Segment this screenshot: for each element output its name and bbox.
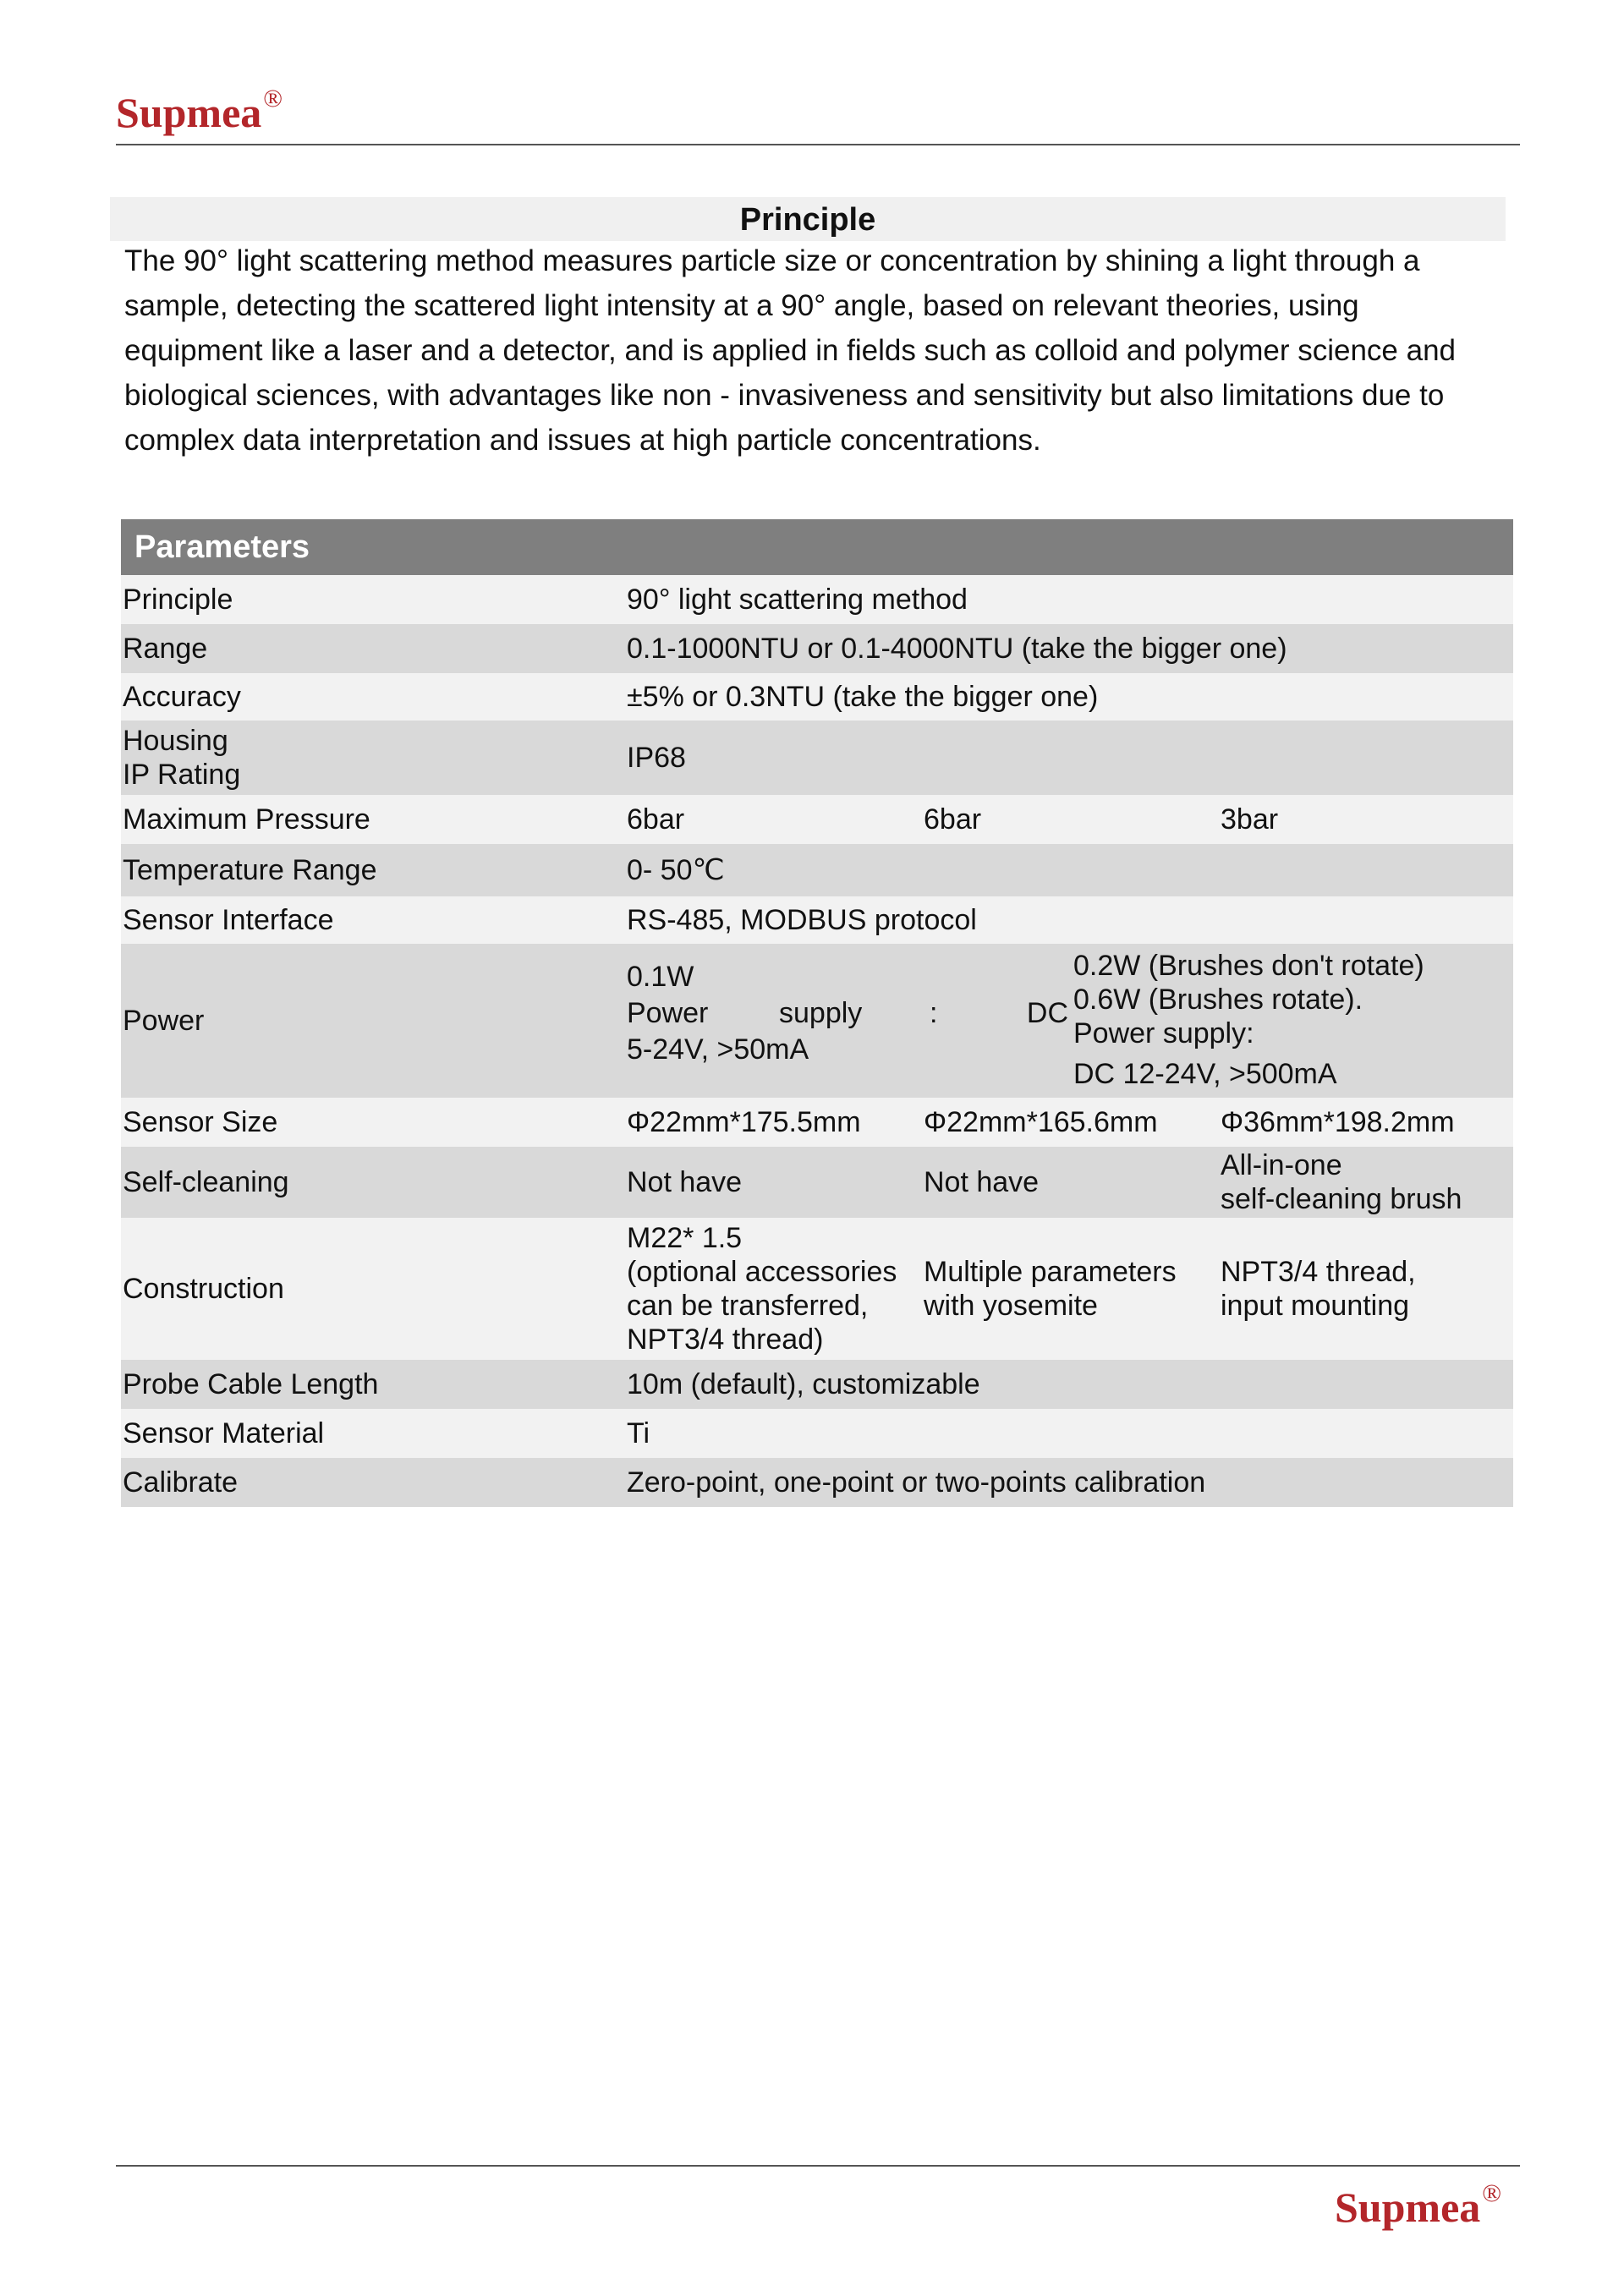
- header-rule: [116, 144, 1520, 145]
- param-value: [924, 1218, 1221, 1360]
- param-name: Sensor Interface: [123, 904, 334, 936]
- principle-line: The 90° light scattering method measures particle size or concentration by shining a light through a: [124, 244, 1420, 277]
- principle-band: [110, 197, 1506, 241]
- footer-rule: [116, 2165, 1520, 2167]
- row-power: [121, 944, 1513, 1098]
- param-name: Power: [123, 1005, 205, 1037]
- power-word: :: [930, 997, 938, 1029]
- param-value: IP68: [627, 742, 686, 774]
- power-line: 0.2W (Brushes don't rotate): [1073, 950, 1424, 982]
- row-cable-length: [121, 1360, 1513, 1409]
- row-construction: [121, 1218, 1513, 1360]
- value-line: input mounting: [1221, 1290, 1410, 1322]
- param-value: 0.1-1000NTU or 0.1-4000NTU (take the bigger one): [627, 633, 1287, 665]
- param-value: 3bar: [1221, 803, 1279, 836]
- row-housing: [121, 721, 1513, 795]
- param-name-line: IP Rating: [123, 759, 241, 791]
- power-right-value: [1068, 944, 1513, 1098]
- param-value: 10m (default), customizable: [627, 1368, 980, 1400]
- param-value: 6bar: [627, 803, 685, 836]
- param-value: [1221, 1218, 1513, 1360]
- brand-logo-bottom: Supmea®: [1335, 2179, 1502, 2231]
- param-value: Ti: [627, 1417, 650, 1449]
- param-name: Sensor Material: [123, 1417, 325, 1449]
- param-value: 90° light scattering method: [627, 584, 968, 616]
- param-value: 0- 50℃: [627, 854, 725, 886]
- principle-line: biological sciences, with advantages like non - invasiveness and sensitivity but also limitations due to: [124, 379, 1445, 412]
- param-value: Not have: [924, 1166, 1040, 1198]
- power-line: Power supply:: [1073, 1017, 1254, 1049]
- row-interface: [121, 896, 1513, 944]
- principle-title: Principle: [739, 202, 876, 238]
- row-range: [121, 624, 1513, 673]
- param-name: Calibrate: [123, 1466, 239, 1499]
- power-line: DC 12-24V, >500mA: [1073, 1058, 1337, 1090]
- power-left-value: [627, 944, 1068, 1098]
- value-line: Multiple parameters: [924, 1256, 1177, 1288]
- param-name: Accuracy: [123, 681, 241, 713]
- value-line: M22* 1.5: [627, 1222, 743, 1254]
- power-word: DC: [1026, 997, 1068, 1029]
- param-name: [121, 721, 627, 795]
- value-line: All-in-one: [1221, 1149, 1342, 1181]
- value-line: NPT3/4 thread): [627, 1323, 824, 1356]
- principle-line: sample, detecting the scattered light intensity at a 90° angle, based on relevant theories, using: [124, 289, 1359, 322]
- power-line: 0.1W: [627, 961, 694, 993]
- row-size: [121, 1098, 1513, 1147]
- row-calibrate: [121, 1458, 1513, 1507]
- row-accuracy: [121, 673, 1513, 721]
- param-name-line: Housing: [123, 725, 228, 757]
- principle-line: complex data interpretation and issues at high particle concentrations.: [124, 424, 1041, 457]
- brand-logo-top: Supmea®: [116, 85, 283, 136]
- param-value: Not have: [627, 1166, 743, 1198]
- param-value: ±5% or 0.3NTU (take the bigger one): [627, 681, 1099, 713]
- value-line: self-cleaning brush: [1221, 1183, 1462, 1215]
- row-self-cleaning: [121, 1147, 1513, 1218]
- param-name: Principle: [123, 584, 233, 616]
- param-value: [1221, 1147, 1513, 1218]
- param-name: Probe Cable Length: [123, 1368, 379, 1400]
- value-line: can be transferred,: [627, 1290, 869, 1322]
- param-value: Zero-point, one-point or two-points calibration: [627, 1466, 1206, 1499]
- param-name: Sensor Size: [123, 1106, 278, 1138]
- param-name: Range: [123, 633, 208, 665]
- parameters-table: [121, 519, 1513, 1507]
- param-value: Φ22mm*165.6mm: [924, 1106, 1158, 1138]
- param-value: Φ36mm*198.2mm: [1221, 1106, 1455, 1138]
- parameters-header: Parameters: [121, 519, 1513, 575]
- power-line: 5-24V, >50mA: [627, 1033, 809, 1066]
- param-value: RS-485, MODBUS protocol: [627, 904, 977, 936]
- param-name: Maximum Pressure: [123, 803, 370, 836]
- value-line: (optional accessories: [627, 1256, 897, 1288]
- param-name: Construction: [123, 1273, 284, 1305]
- row-pressure: [121, 795, 1513, 844]
- principle-paragraph: [124, 238, 1512, 463]
- power-word: Power: [627, 997, 709, 1029]
- row-material: [121, 1409, 1513, 1458]
- value-line: NPT3/4 thread,: [1221, 1256, 1416, 1288]
- row-principle: [121, 575, 1513, 624]
- row-temperature: [121, 844, 1513, 896]
- param-value: [627, 1218, 924, 1360]
- param-value: Φ22mm*175.5mm: [627, 1106, 861, 1138]
- power-word: supply: [779, 997, 863, 1029]
- param-name: Self-cleaning: [123, 1166, 289, 1198]
- principle-line: equipment like a laser and a detector, and is applied in fields such as colloid and polymer science and: [124, 334, 1457, 367]
- power-line: 0.6W (Brushes rotate).: [1073, 984, 1363, 1016]
- value-line: with yosemite: [924, 1290, 1098, 1322]
- param-name: Temperature Range: [123, 854, 377, 886]
- param-value: 6bar: [924, 803, 982, 836]
